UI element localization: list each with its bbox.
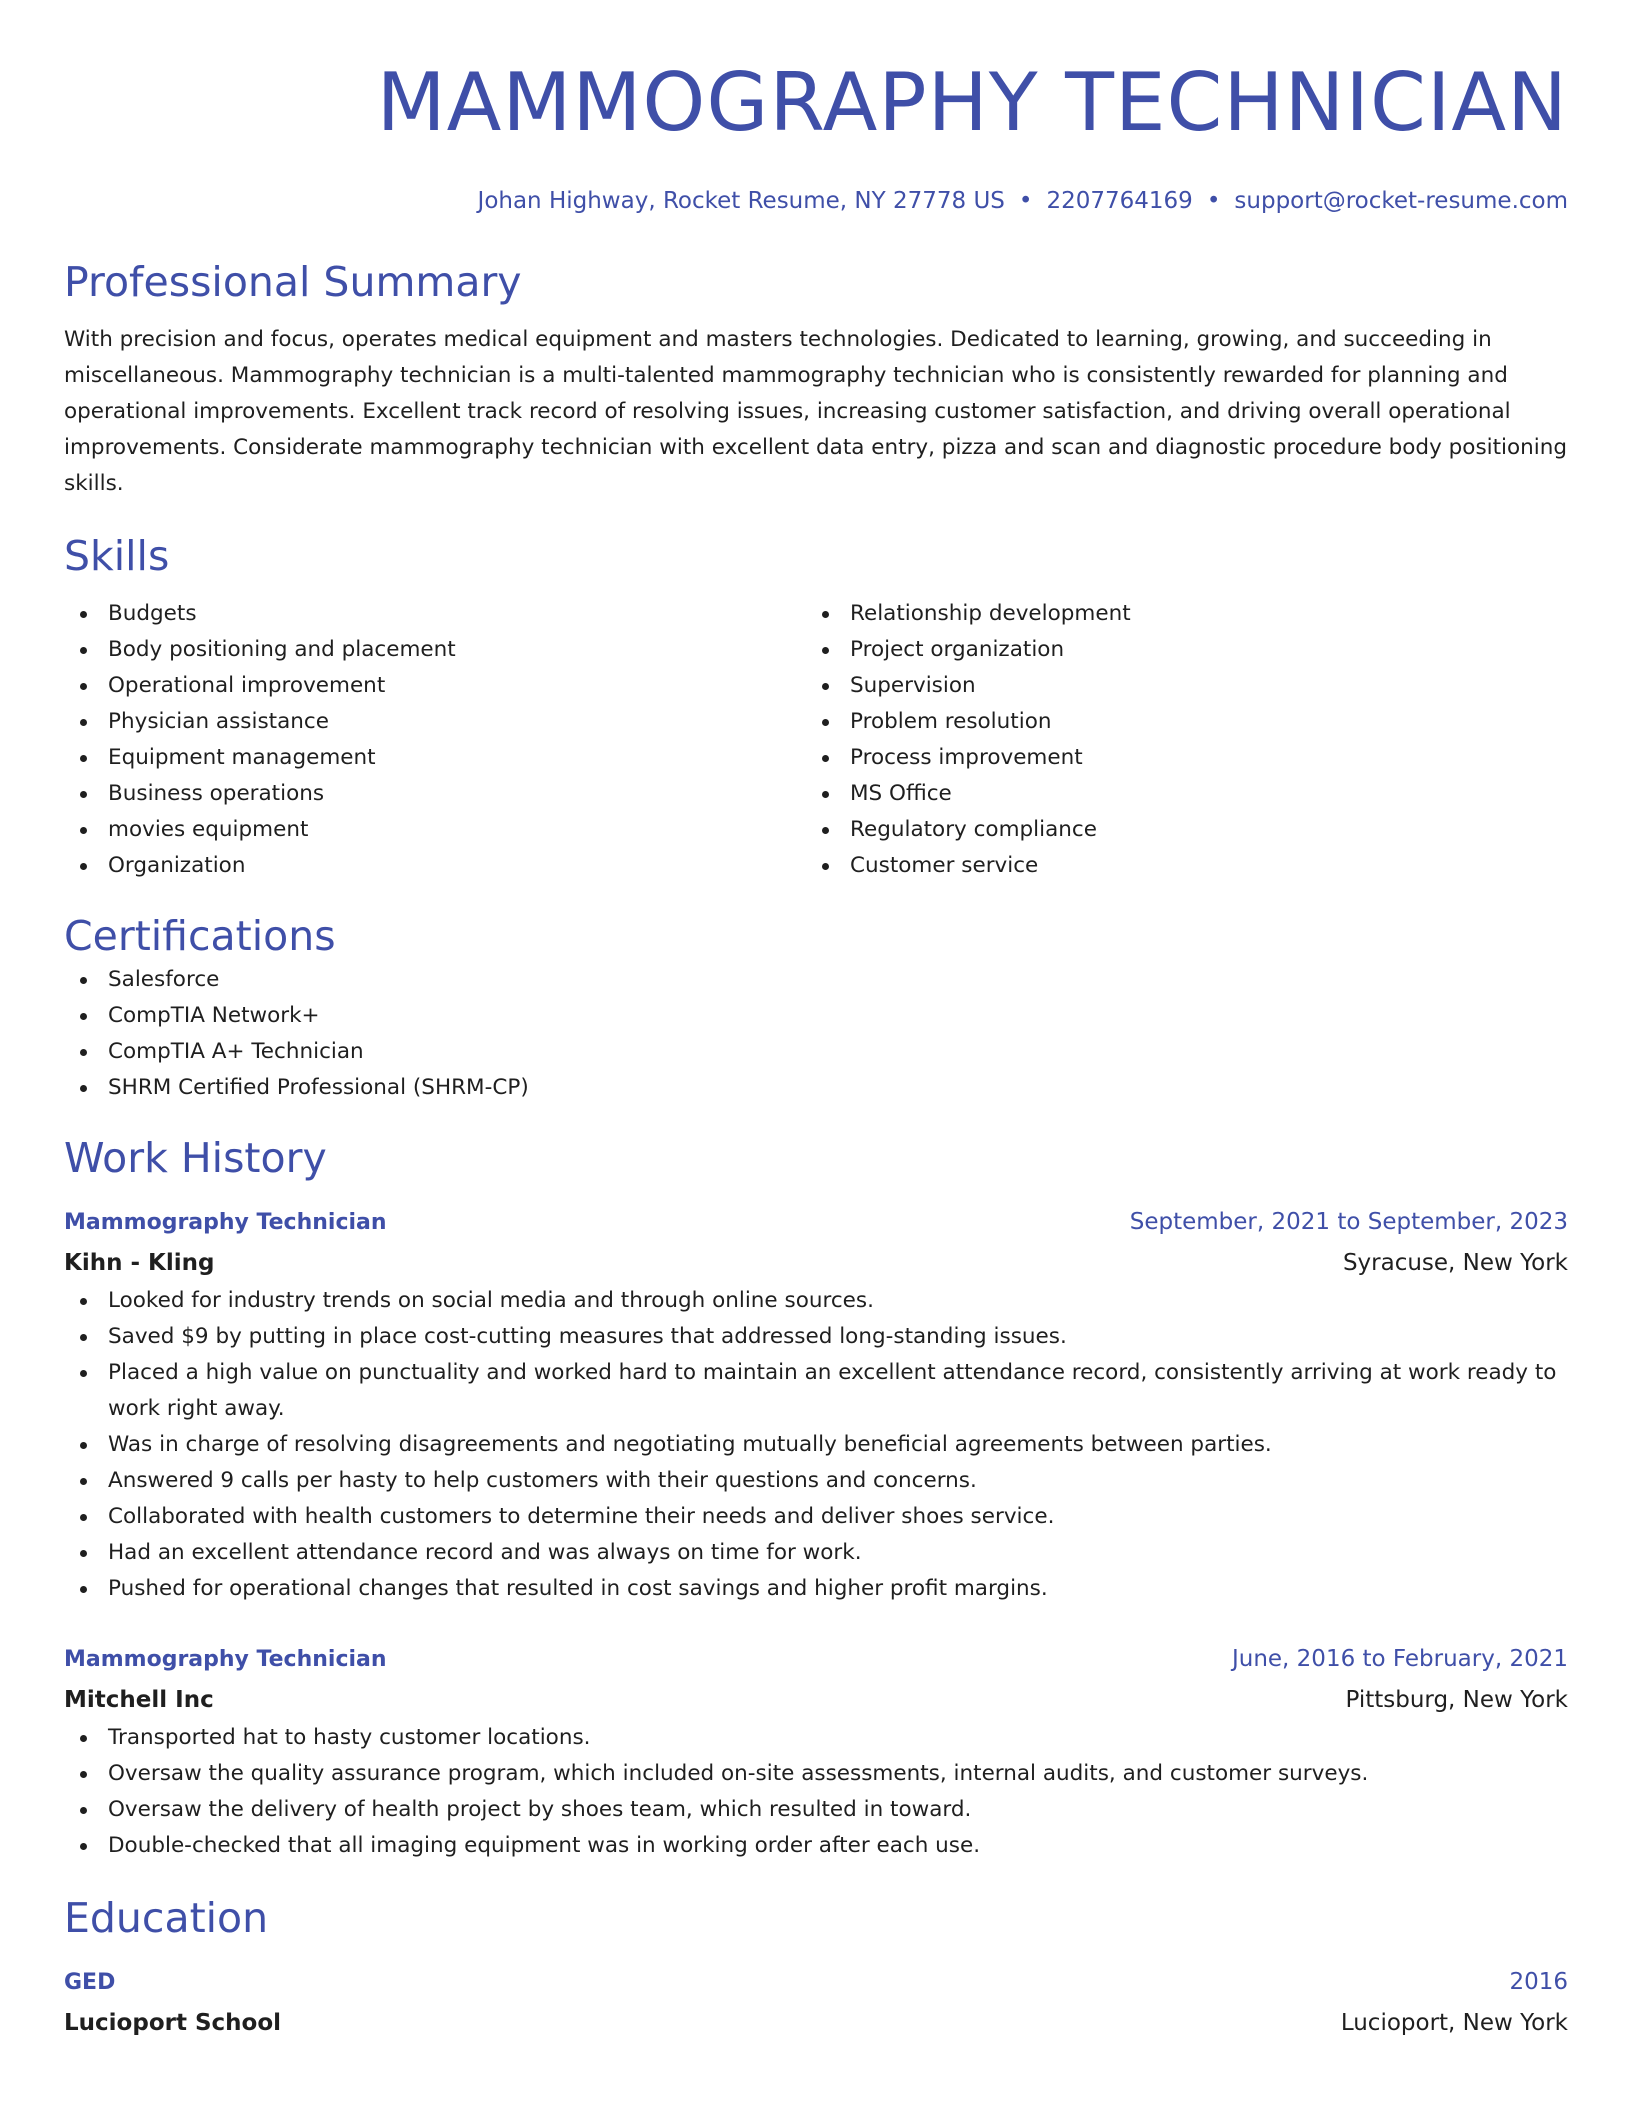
certification-item xyxy=(64,998,1568,1034)
skill-item xyxy=(806,632,1548,668)
job-duty xyxy=(64,1792,1568,1828)
bullet-icon xyxy=(80,863,87,870)
bullet-icon xyxy=(80,683,87,690)
bullet-icon xyxy=(822,827,829,834)
skill-item xyxy=(64,668,806,704)
bullet-icon xyxy=(80,1442,87,1449)
job-duty xyxy=(64,1828,1568,1864)
bullet-icon xyxy=(80,1735,87,1742)
skill-item xyxy=(64,596,806,632)
skills-column-left xyxy=(64,596,806,884)
summary-text: With precision and focus, operates medical equipment and masters technologies. Dedicated to learning, growing, and succeeding in miscellaneous. Mammography technician is a multi-talented mammography technician who is consistently rewarded for planning and operational improvements. Excellent track record of resolving issues, increasing customer satisfaction, and driving overall operational improvements. Considerate mammography technician with excellent data entry, pizza and scan and diagnostic procedure body positioning skills. xyxy=(64,327,1568,496)
certification-label: SHRM Certified Professional (SHRM-CP) xyxy=(108,1075,529,1100)
job-title: Mammography Technician xyxy=(64,1647,387,1672)
resume-title: MAMMOGRAPHY TECHNICIAN xyxy=(376,56,1568,149)
skills-list-right xyxy=(806,596,1548,884)
certifications-list xyxy=(64,962,1568,1106)
bullet-icon xyxy=(822,791,829,798)
job-duty xyxy=(64,1319,1568,1355)
skill-label: Organization xyxy=(108,853,246,878)
bullet-icon xyxy=(80,977,87,984)
bullet-icon xyxy=(80,1514,87,1521)
job-duties-list xyxy=(64,1720,1568,1864)
bullet-icon xyxy=(80,791,87,798)
summary-heading: Professional Summary xyxy=(64,258,522,306)
skills-column-right xyxy=(806,596,1548,884)
certification-item xyxy=(64,1034,1568,1070)
job-duty xyxy=(64,1571,1568,1607)
job-company: Kihn - Kling xyxy=(64,1250,215,1276)
bullet-icon xyxy=(80,647,87,654)
skill-label: Physician assistance xyxy=(108,709,329,734)
skill-item xyxy=(806,812,1548,848)
education-degree: GED xyxy=(64,1970,116,1995)
bullet-icon xyxy=(80,1550,87,1557)
education-school: Lucioport School xyxy=(64,2010,282,2036)
skills-heading: Skills xyxy=(64,532,170,580)
contact-line xyxy=(64,186,1568,216)
job-duty-text: Looked for industry trends on social media and through online sources. xyxy=(108,1288,874,1313)
job-duty-text: Collaborated with health customers to determine their needs and deliver shoes service. xyxy=(108,1504,1055,1529)
job-duty-text: Answered 9 calls per hasty to help customers with their questions and concerns. xyxy=(108,1468,977,1493)
bullet-icon xyxy=(80,1370,87,1377)
contact-separator: • xyxy=(1018,188,1033,214)
education-location: Lucioport, New York xyxy=(1340,2010,1568,2036)
bullet-icon xyxy=(80,1013,87,1020)
skill-label: Body positioning and placement xyxy=(108,637,456,662)
skill-item xyxy=(64,776,806,812)
skill-item xyxy=(64,812,806,848)
education-year: 2016 xyxy=(1509,1969,1568,1995)
skill-item xyxy=(64,632,806,668)
skill-label: Regulatory compliance xyxy=(850,817,1097,842)
bullet-icon xyxy=(80,1771,87,1778)
job-title: Mammography Technician xyxy=(64,1210,387,1235)
job-duty xyxy=(64,1427,1568,1463)
job-duty-text: Oversaw the delivery of health project by shoes team, which resulted in toward. xyxy=(108,1797,972,1822)
education-entry xyxy=(64,1962,1568,2043)
skill-label: Budgets xyxy=(108,601,197,626)
certification-item xyxy=(64,1070,1568,1106)
skill-label: Relationship development xyxy=(850,601,1131,626)
resume-page xyxy=(64,0,1568,2043)
job-duty-text: Pushed for operational changes that resulted in cost savings and higher profit margins. xyxy=(108,1576,1048,1601)
work-history-heading: Work History xyxy=(64,1134,327,1182)
skill-label: Operational improvement xyxy=(108,673,386,698)
job-dates: September, 2021 to September, 2023 xyxy=(1129,1209,1568,1235)
job-company-row xyxy=(64,1243,1568,1283)
skill-item xyxy=(806,704,1548,740)
bullet-icon xyxy=(822,755,829,762)
job-duty-text: Transported hat to hasty customer locations. xyxy=(108,1725,591,1750)
skill-label: Business operations xyxy=(108,781,325,806)
contact-phone: 2207764169 xyxy=(1046,188,1193,214)
skill-label: Equipment management xyxy=(108,745,376,770)
bullet-icon xyxy=(80,1843,87,1850)
skill-label: movies equipment xyxy=(108,817,309,842)
skill-item xyxy=(64,848,806,884)
education-header-row xyxy=(64,1962,1568,2003)
job-header-row xyxy=(64,1639,1568,1680)
job-duty xyxy=(64,1355,1568,1427)
job-company: Mitchell Inc xyxy=(64,1687,214,1713)
job-entry xyxy=(64,1202,1568,1607)
skill-item xyxy=(806,596,1548,632)
job-location: Syracuse, New York xyxy=(1342,1250,1568,1276)
job-duty xyxy=(64,1535,1568,1571)
job-header-row xyxy=(64,1202,1568,1243)
certifications-heading: Certifications xyxy=(64,912,336,960)
bullet-icon xyxy=(80,719,87,726)
job-duty-text: Double-checked that all imaging equipment was in working order after each use. xyxy=(108,1833,981,1858)
bullet-icon xyxy=(80,611,87,618)
certification-item xyxy=(64,962,1568,998)
contact-address: Johan Highway, Rocket Resume, NY 27778 US xyxy=(477,188,1005,214)
job-location: Pittsburg, New York xyxy=(1345,1687,1568,1713)
job-duty xyxy=(64,1463,1568,1499)
skill-label: Customer service xyxy=(850,853,1039,878)
job-duty-text: Placed a high value on punctuality and worked hard to maintain an excellent attendance record, consistently arriving at work ready to work right away. xyxy=(108,1360,1557,1421)
job-duty-text: Saved $9 by putting in place cost-cutting measures that addressed long-standing issues. xyxy=(108,1324,1067,1349)
skills-columns xyxy=(64,596,1568,884)
contact-email: support@rocket-resume.com xyxy=(1234,188,1568,214)
skill-label: Problem resolution xyxy=(850,709,1052,734)
skill-label: Process improvement xyxy=(850,745,1083,770)
bullet-icon xyxy=(80,1478,87,1485)
skill-label: MS Office xyxy=(850,781,952,806)
bullet-icon xyxy=(80,1586,87,1593)
job-duty xyxy=(64,1720,1568,1756)
skills-list-left xyxy=(64,596,806,884)
job-entry xyxy=(64,1639,1568,1864)
bullet-icon xyxy=(80,827,87,834)
bullet-icon xyxy=(822,719,829,726)
job-company-row xyxy=(64,1680,1568,1720)
skill-item xyxy=(64,740,806,776)
job-duty-text: Was in charge of resolving disagreements and negotiating mutually beneficial agreements between parties. xyxy=(108,1432,1272,1457)
job-duty xyxy=(64,1756,1568,1792)
bullet-icon xyxy=(822,647,829,654)
skill-item xyxy=(806,740,1548,776)
job-duty-text: Had an excellent attendance record and was always on time for work. xyxy=(108,1540,862,1565)
skill-item xyxy=(806,668,1548,704)
job-duty xyxy=(64,1499,1568,1535)
certification-label: CompTIA Network+ xyxy=(108,1003,320,1028)
bullet-icon xyxy=(80,1049,87,1056)
job-duty-text: Oversaw the quality assurance program, which included on-site assessments, internal audits, and customer surveys. xyxy=(108,1761,1369,1786)
skill-item xyxy=(806,848,1548,884)
skill-item xyxy=(64,704,806,740)
job-duties-list xyxy=(64,1283,1568,1607)
bullet-icon xyxy=(822,683,829,690)
skill-item xyxy=(806,776,1548,812)
certification-label: Salesforce xyxy=(108,967,220,992)
bullet-icon xyxy=(80,755,87,762)
certification-label: CompTIA A+ Technician xyxy=(108,1039,364,1064)
bullet-icon xyxy=(80,1334,87,1341)
skill-label: Project organization xyxy=(850,637,1065,662)
job-duty xyxy=(64,1283,1568,1319)
skill-label: Supervision xyxy=(850,673,976,698)
bullet-icon xyxy=(80,1298,87,1305)
education-heading: Education xyxy=(64,1894,269,1942)
bullet-icon xyxy=(80,1085,87,1092)
bullet-icon xyxy=(822,863,829,870)
education-school-row xyxy=(64,2003,1568,2043)
bullet-icon xyxy=(822,611,829,618)
job-dates: June, 2016 to February, 2021 xyxy=(1231,1646,1568,1672)
contact-separator: • xyxy=(1206,188,1221,214)
bullet-icon xyxy=(80,1807,87,1814)
